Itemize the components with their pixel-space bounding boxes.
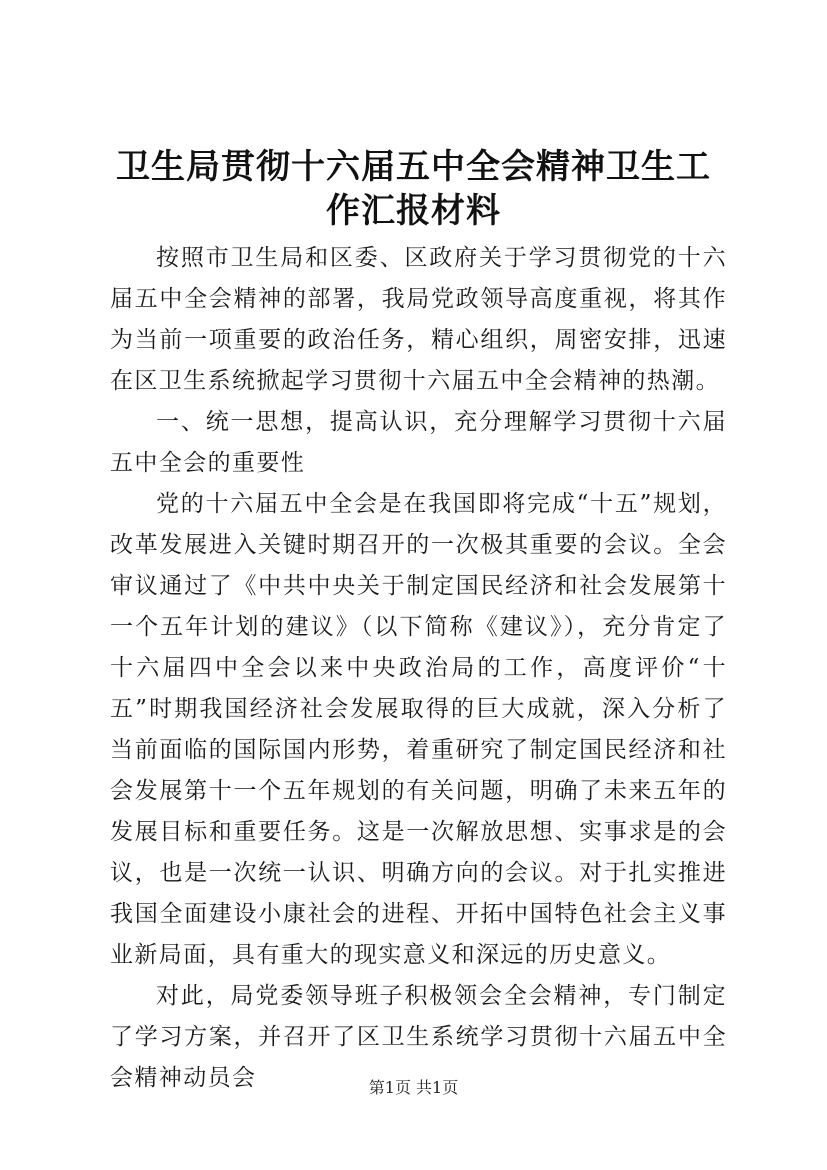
page-number-footer: 第1页 共1页 (368, 1078, 459, 1097)
paragraph-plenum: 党的十六届五中全会是在我国即将完成“十五”规划，改革发展进入关键时期召开的一次极其重要的会议。全会审议通过了《中共中央关于制定国民经济和社会发展第十一个五年计划的建议》（以下简称《建议》），充分肯定了十六届四中全会以来中央政治局的工作，高度评价“十五”时期我国经济社会发展取得的巨大成就，深入分析了当前面临的国际国内形势，着重研究了制定国民经济和社会发展第十一个五年规划的有关问题，明确了未来五年的发展目标和重要任务。这是一次解放思想、实事求是的会议，也是一次统一认识、明确方向的会议。对于扎实推进我国全面建设小康社会的进程、开拓中国特色社会主义事业新局面，具有重大的现实意义和深远的历史意义。 (110, 491, 727, 968)
section-heading-1: 一、统一思想，提高认识，充分理解学习贯彻十六届五中全会的重要性 (110, 409, 727, 476)
document-title: 卫生局贯彻十六届五中全会精神卫生工作汇报材料 (116, 147, 711, 231)
paragraph-intro: 按照市卫生局和区委、区政府关于学习贯彻党的十六届五中全会精神的部署，我局党政领导高度重视，将其作为当前一项重要的政治任务，精心组织，周密安排，迅速在区卫生系统掀起学习贯彻十六届五中全会精神的热潮。 (110, 245, 727, 394)
document-body (110, 238, 727, 1099)
paragraph-actions: 对此，局党委领导班子积极领会全会精神，专门制定了学习方案，并召开了区卫生系统学习贯彻十六届五中全会精神动员会 (110, 983, 727, 1091)
